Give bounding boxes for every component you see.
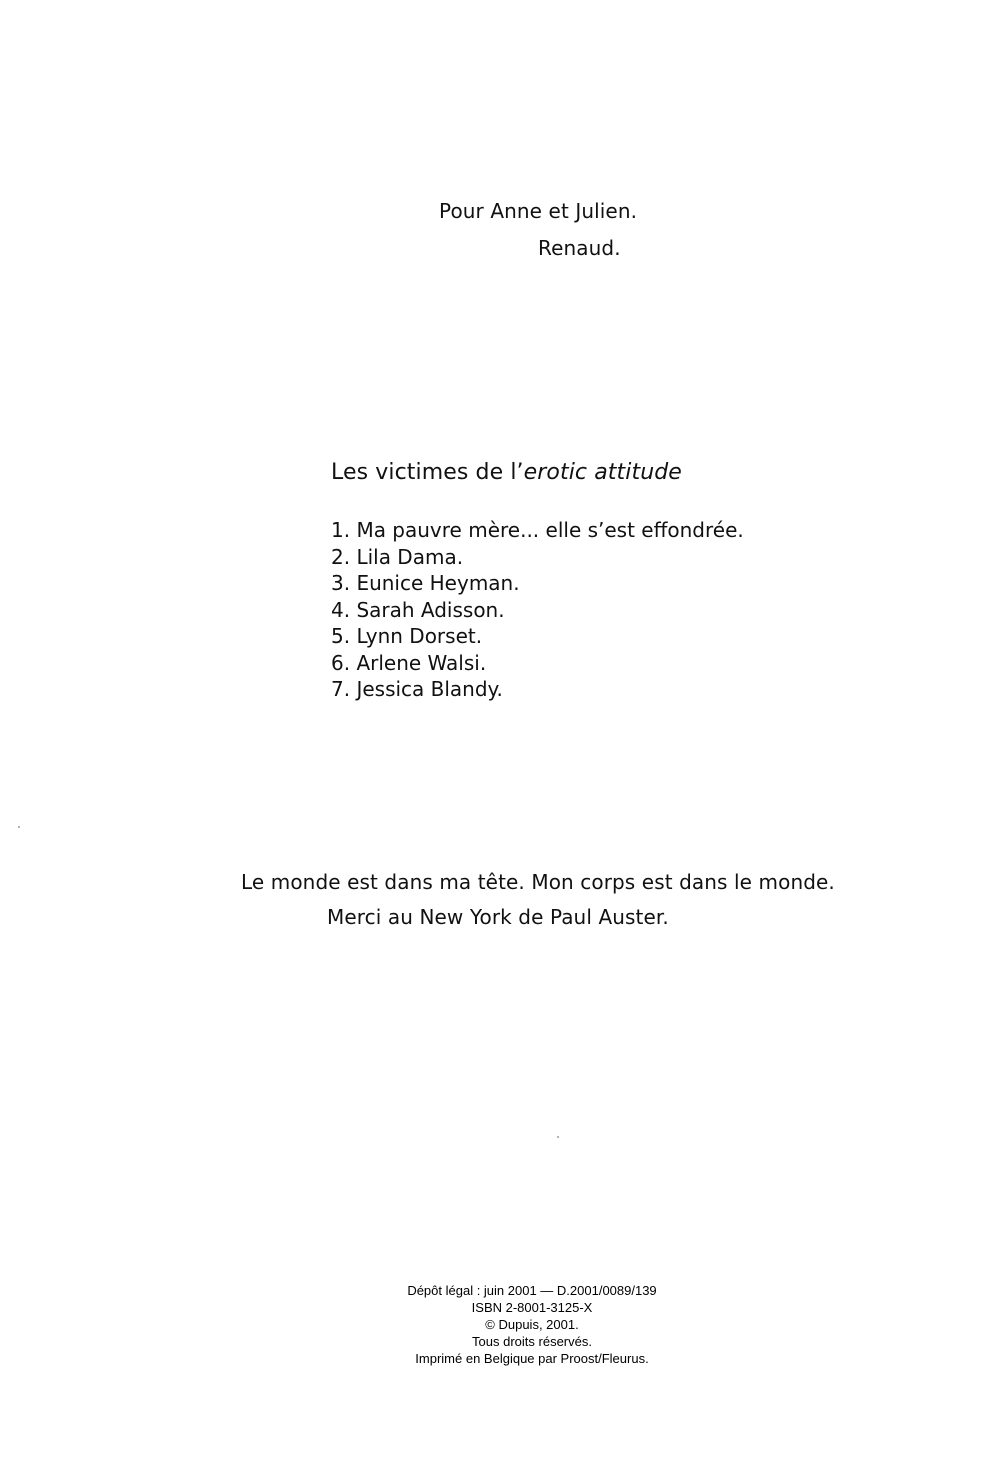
scan-speck xyxy=(18,826,20,828)
victims-list-item: 6. Arlene Walsi. xyxy=(331,650,487,675)
victims-title-prefix: Les victimes de l’ xyxy=(331,460,524,485)
dedication-signature: Renaud. xyxy=(538,236,621,260)
dedication-line: Pour Anne et Julien. xyxy=(439,199,638,223)
scan-speck xyxy=(557,1136,559,1138)
legal-notice xyxy=(392,1282,672,1367)
victims-list-item: 4. Sarah Adisson. xyxy=(331,597,505,622)
quote-credit: Merci au New York de Paul Auster. xyxy=(327,905,669,929)
victims-list-item: 1. Ma pauvre mère... elle s’est effondrée. xyxy=(331,518,744,542)
isbn-line: ISBN 2-8001-3125-X xyxy=(471,1300,593,1315)
rights-line: Tous droits réservés. xyxy=(472,1334,592,1349)
copyright-line: © Dupuis, 2001. xyxy=(485,1317,579,1332)
victims-list-item: 3. Eunice Heyman. xyxy=(331,571,520,595)
victims-title-italic: erotic attitude xyxy=(523,460,682,485)
legal-deposit-line: Dépôt légal : juin 2001 — D.2001/0089/139 xyxy=(407,1283,657,1298)
victims-list-item: 2. Lila Dama. xyxy=(331,544,464,569)
quote-line: Le monde est dans ma tête. Mon corps est dans le monde. xyxy=(241,870,835,894)
victims-list-item: 7. Jessica Blandy. xyxy=(331,677,503,701)
victims-list-item: 5. Lynn Dorset. xyxy=(331,624,483,648)
victims-title xyxy=(331,460,682,486)
printer-line: Imprimé en Belgique par Proost/Fleurus. xyxy=(415,1351,649,1366)
victims-list xyxy=(331,517,744,703)
